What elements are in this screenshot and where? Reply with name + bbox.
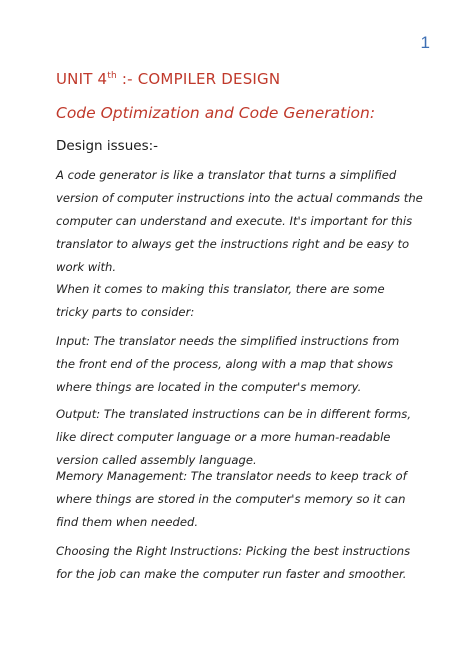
- paragraph-line: Output: The translated instructions can be in different forms,: [56, 407, 412, 421]
- subheading-design-issues: Design issues:-: [56, 138, 159, 154]
- section-title: Code Optimization and Code Generation:: [56, 104, 376, 122]
- paragraph-tricky-parts: [56, 278, 436, 324]
- paragraph-line: Memory Management: The translator needs to keep track of: [56, 469, 407, 483]
- paragraph-output: [56, 403, 436, 472]
- paragraph-line: where things are located in the computer's memory.: [56, 380, 362, 394]
- paragraph-line: for the job can make the computer run faster and smoother.: [56, 567, 407, 581]
- unit-title-prefix: UNIT 4: [56, 70, 108, 88]
- unit-title-suffix: :- COMPILER DESIGN: [116, 70, 281, 88]
- paragraph-line: find them when needed.: [56, 515, 199, 529]
- paragraph-memory-management: [56, 465, 436, 534]
- paragraph-line: When it comes to making this translator, there are some: [56, 282, 385, 296]
- paragraph-choosing-instructions: [56, 540, 436, 586]
- paragraph-line: version called assembly language.: [56, 453, 257, 467]
- paragraph-line: tricky parts to consider:: [56, 305, 195, 319]
- unit-title-superscript: th: [107, 71, 117, 81]
- paragraph-intro: [56, 164, 436, 279]
- paragraph-line: Choosing the Right Instructions: Picking the best instructions: [56, 544, 411, 558]
- paragraph-line: version of computer instructions into the actual commands the: [56, 191, 423, 205]
- paragraph-line: the front end of the process, along with a map that shows: [56, 357, 394, 371]
- paragraph-line: like direct computer language or a more human-readable: [56, 430, 391, 444]
- paragraph-line: work with.: [56, 260, 117, 274]
- paragraph-line: translator to always get the instructions right and be easy to: [56, 237, 410, 251]
- paragraph-line: A code generator is like a translator that turns a simplified: [56, 168, 397, 182]
- paragraph-line: computer can understand and execute. It's important for this: [56, 214, 413, 228]
- paragraph-line: where things are stored in the computer's memory so it can: [56, 492, 406, 506]
- paragraph-line: Input: The translator needs the simplified instructions from: [56, 334, 400, 348]
- unit-title: [56, 70, 280, 88]
- page-number: 1: [420, 33, 430, 52]
- paragraph-input: [56, 330, 436, 399]
